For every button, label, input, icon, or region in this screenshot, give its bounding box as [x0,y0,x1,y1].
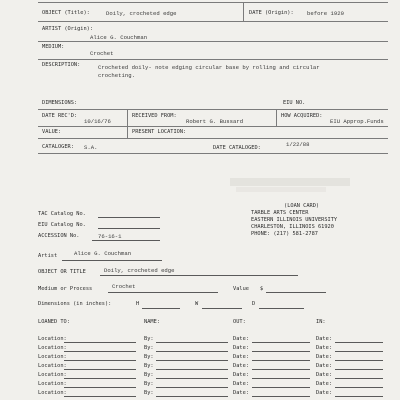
date-received-label: DATE REC'D: [42,113,78,119]
by-label: By: [144,354,154,360]
in-date-label: Date: [316,372,332,378]
object-value: Doily, crocheted edge [106,10,177,17]
accession-line [92,240,160,241]
cataloger-label: CATALOGER: [42,144,74,150]
location-label: Location: [38,363,67,369]
present-location-label: PRESENT LOCATION: [132,129,187,135]
location-label: Location: [38,345,67,351]
eiu-catalog-line [98,228,160,229]
out-date-line [252,396,310,397]
date-origin-label: DATE (Origin): [249,10,294,16]
by-label: By: [144,336,154,342]
artist-label: ARTIST (Origin): [42,26,94,32]
out-date-line [252,342,310,343]
out-date-label: Date: [233,372,249,378]
card-rule [38,2,388,3]
in-date-line [335,360,383,361]
by-line [156,369,228,370]
by-label: By: [144,363,154,369]
out-date-label: Date: [233,381,249,387]
artist-line [62,260,162,261]
eiu-catalog-label: EIU Catalog No. [38,222,86,228]
date-cataloged-value: 1/22/88 [286,141,310,148]
card-rule [38,138,388,139]
dimension-h-line [142,308,180,309]
medium-value: Crochet [90,50,114,57]
medium-process-label: Medium or Process [38,286,93,292]
object-label: OBJECT (Title): [42,10,90,16]
artist-label: Artist [38,253,58,259]
location-label: Location: [38,336,67,342]
out-date-label: Date: [233,336,249,342]
in-date-line [335,351,383,352]
description-line-2: crocheting. [98,72,135,79]
name-header: NAME: [144,319,160,325]
value-line [266,292,326,293]
dimension-d-label: D [252,301,256,307]
loan-card-header-phone: PHONE: (217) 581-2787 [251,231,318,237]
card-divider [276,109,277,126]
location-line [64,351,136,352]
date-origin-value: before 1920 [307,10,344,17]
accession-label: ACCESSION No. [38,233,80,239]
by-line [156,360,228,361]
card-rule [38,109,388,110]
by-label: By: [144,345,154,351]
out-date-line [252,351,310,352]
date-received-value: 10/16/76 [84,118,111,125]
date-cataloged-label: DATE CATALOGED: [213,145,261,151]
how-acquired-value: EIU Approp.Funds [330,118,384,125]
in-date-label: Date: [316,363,332,369]
by-label: By: [144,390,154,396]
location-line [64,360,136,361]
in-date-label: Date: [316,345,332,351]
in-date-line [335,378,383,379]
cataloger-value: S.A. [84,144,98,151]
description-line-1: Crocheted doily- note edging circular base by rolling and circular [98,64,320,71]
how-acquired-label: HOW ACQUIRED: [281,113,323,119]
description-label: DESCRIPTION: [42,62,81,68]
location-label: Location: [38,372,67,378]
dimensions-label: Dimensions (in inches): [38,301,112,307]
value-label: VALUE: [42,129,62,135]
loaned-to-header: LOANED TO: [38,319,70,325]
loan-card-header-university: EASTERN ILLINOIS UNIVERSITY [251,217,338,223]
medium-label: MEDIUM: [42,44,65,50]
accession-value: 76-16-1 [98,233,122,240]
received-from-value: Robert G. Bussard [186,118,244,125]
out-date-line [252,378,310,379]
location-line [64,342,136,343]
out-header: OUT: [233,319,246,325]
in-date-label: Date: [316,354,332,360]
out-date-line [252,387,310,388]
loan-card-header-title: (LOAN CARD) [284,203,320,209]
value-currency: $ [260,286,264,292]
out-date-line [252,369,310,370]
in-date-line [335,387,383,388]
out-date-label: Date: [233,345,249,351]
eiu-no-label: EIU NO. [283,100,306,106]
dimension-w-label: W [195,301,199,307]
card-divider [127,109,128,138]
by-line [156,351,228,352]
location-line [64,378,136,379]
loan-card-header-org: TARBLE ARTS CENTER [251,210,309,216]
by-line [156,387,228,388]
faint-bleedthrough [230,178,350,186]
by-line [156,342,228,343]
in-header: IN: [316,319,326,325]
medium-process-line [108,292,218,293]
dimension-h-label: H [136,301,140,307]
faint-bleedthrough [236,187,326,192]
tac-catalog-label: TAC Catalog No. [38,211,86,217]
location-label: Location: [38,390,67,396]
card-divider [243,2,244,21]
location-label: Location: [38,354,67,360]
location-line [64,369,136,370]
in-date-line [335,396,383,397]
received-from-label: RECEIVED FROM: [132,113,177,119]
in-date-label: Date: [316,381,332,387]
value-label: Value [233,286,249,292]
by-label: By: [144,381,154,387]
out-date-label: Date: [233,390,249,396]
out-date-line [252,360,310,361]
artist-value: Alice G. Couchman [74,250,132,257]
out-date-label: Date: [233,354,249,360]
loan-card-header-address: CHARLESTON, ILLINOIS 61920 [251,224,334,230]
location-label: Location: [38,381,67,387]
object-title-label: OBJECT OR TITLE [38,269,86,275]
card-rule [38,41,388,42]
by-line [156,378,228,379]
dimension-d-line [259,308,304,309]
card-rule [38,126,388,127]
dimension-w-line [202,308,242,309]
in-date-label: Date: [316,390,332,396]
in-date-label: Date: [316,336,332,342]
tac-catalog-line [98,217,160,218]
dimensions-label: DIMENSIONS: [42,100,78,106]
in-date-line [335,369,383,370]
card-rule [38,59,388,60]
by-line [156,396,228,397]
object-title-value: Doily, crocheted edge [104,267,175,274]
object-title-line [100,275,298,276]
location-line [64,387,136,388]
medium-process-value: Crochet [112,283,136,290]
out-date-label: Date: [233,363,249,369]
by-label: By: [144,372,154,378]
card-rule [38,153,388,154]
artist-value: Alice G. Couchman [90,34,148,41]
card-rule [38,21,388,22]
location-line [64,396,136,397]
in-date-line [335,342,383,343]
